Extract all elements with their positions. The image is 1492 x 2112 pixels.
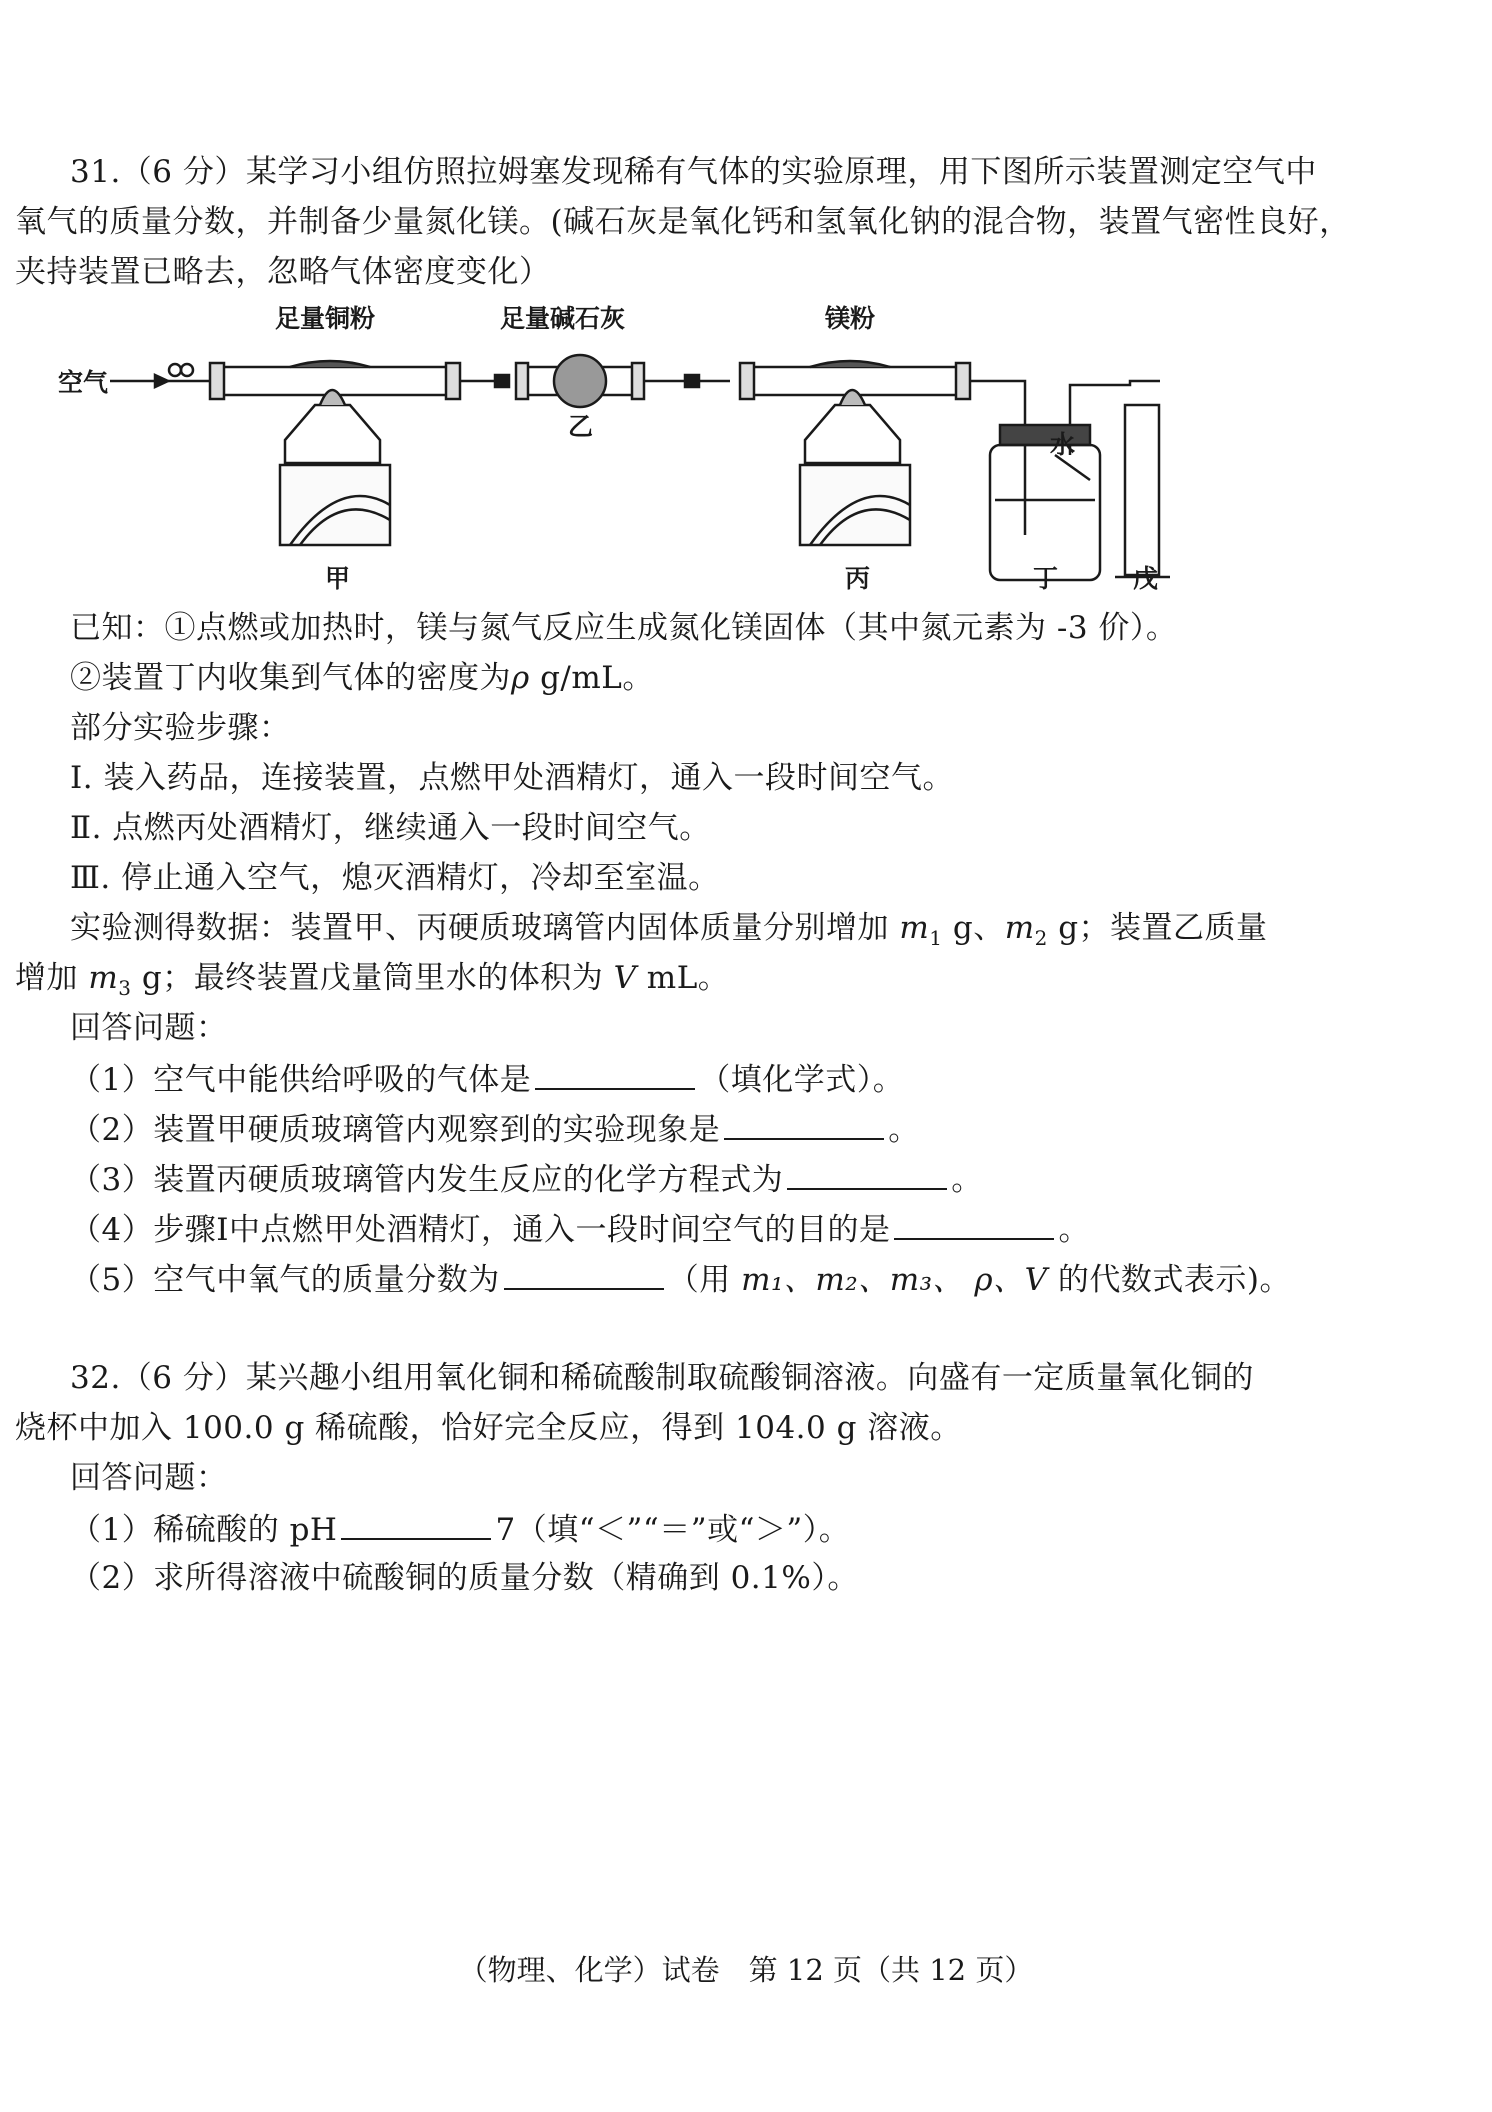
q31-question-3 <box>70 1158 983 1200</box>
q31-known-1: 已知：①点燃或加热时，镁与氮气反应生成氮化镁固体（其中氮元素为 -3 价）。 <box>70 610 1178 646</box>
q31-3-end: 。 <box>951 1162 983 1198</box>
q31-3-text: （3）装置丙硬质玻璃管内发生反应的化学方程式为 <box>70 1162 784 1198</box>
q31-question-4 <box>70 1208 1090 1250</box>
apparatus-diagram <box>50 305 1170 595</box>
data2-text-c: mL。 <box>636 960 730 996</box>
unit-label-ding: 丁 <box>1033 564 1059 593</box>
q31-known-2 <box>70 658 654 698</box>
q32-1-answer-blank[interactable] <box>341 1508 491 1540</box>
data-text-a: 实验测得数据：装置甲、丙硬质玻璃管内固体质量分别增加 <box>70 910 889 946</box>
q31-2-text: （2）装置甲硬质玻璃管内观察到的实验现象是 <box>70 1112 721 1148</box>
q32-intro-line-2: 烧杯中加入 100.0 g 稀硫酸，恰好完全反应，得到 104.0 g 溶液。 <box>15 1410 962 1446</box>
q31-4-end: 。 <box>1058 1212 1090 1248</box>
q32-1-text: （1）稀硫酸的 pH <box>70 1512 338 1548</box>
q31-5-hint-b: 的代数式表示)。 <box>1047 1262 1291 1298</box>
m1-sub: 1 <box>929 926 943 951</box>
q31-step-2: Ⅱ. 点燃丙处酒精灯，继续通入一段时间空气。 <box>70 810 711 846</box>
q31-5-answer-blank[interactable] <box>504 1258 664 1290</box>
water-label: 水 <box>1050 430 1076 459</box>
page-footer: （物理、化学）试卷 第 12 页（共 12 页） <box>458 1953 1034 1987</box>
q31-question-1 <box>70 1058 904 1100</box>
v-symbol: V <box>613 960 637 996</box>
m2-symbol: m <box>1004 910 1035 946</box>
q32-1-hint: 7（填“＜”“＝”或“＞”）。 <box>495 1512 851 1548</box>
known-2-text: ②装置丁内收集到气体的密度为 <box>70 660 511 696</box>
q31-data-line-2 <box>15 958 729 1008</box>
q32-answer-title: 回答问题： <box>70 1460 228 1496</box>
q31-steps-title: 部分实验步骤： <box>70 710 291 746</box>
q31-5-vars: m₁、m₂、m₃、 ρ、V <box>741 1262 1048 1298</box>
magnesium-powder-label: 镁粉 <box>825 305 876 333</box>
unit-label-wu: 戊 <box>1133 564 1159 593</box>
known-2-unit: g/mL。 <box>529 660 654 696</box>
air-label: 空气 <box>58 368 109 397</box>
rho-symbol: ρ <box>511 660 530 696</box>
q31-question-5 <box>70 1258 1291 1300</box>
q32-question-2: （2）求所得溶液中硫酸铜的质量分数（精确到 0.1%）。 <box>70 1560 859 1596</box>
data-text-c: g；装置乙质量 <box>1047 910 1268 946</box>
q31-4-text: （4）步骤Ⅰ中点燃甲处酒精灯，通入一段时间空气的目的是 <box>70 1212 891 1248</box>
q32-question-1 <box>70 1508 850 1550</box>
q31-1-answer-blank[interactable] <box>535 1058 695 1090</box>
copper-powder-label: 足量铜粉 <box>275 305 376 333</box>
q31-1-text: （1）空气中能供给呼吸的气体是 <box>70 1062 532 1098</box>
data-text-b: g、 <box>942 910 1005 946</box>
q31-4-answer-blank[interactable] <box>894 1208 1054 1240</box>
data2-text-b: g；最终装置戊量筒里水的体积为 <box>131 960 614 996</box>
m3-sub: 3 <box>118 976 132 1001</box>
q31-intro-line-3: 夹持装置已略去，忽略气体密度变化） <box>15 254 551 290</box>
q31-1-hint: （填化学式）。 <box>699 1062 905 1098</box>
unit-label-bing: 丙 <box>845 564 871 593</box>
q31-data-line-1 <box>70 908 1268 958</box>
data2-text-a: 增加 <box>15 960 89 996</box>
m1-symbol: m <box>899 910 930 946</box>
q31-5-hint-a: （用 <box>667 1262 742 1298</box>
q31-5-text: （5）空气中氧气的质量分数为 <box>70 1262 500 1298</box>
q31-step-3: Ⅲ. 停止通入空气，熄灭酒精灯，冷却至室温。 <box>70 860 720 896</box>
q31-intro-line-1: 31.（6 分）某学习小组仿照拉姆塞发现稀有气体的实验原理，用下图所示装置测定空气中 <box>70 154 1317 190</box>
soda-lime-label: 足量碱石灰 <box>500 305 626 333</box>
q31-answer-title: 回答问题： <box>70 1010 228 1046</box>
m2-sub: 2 <box>1034 926 1048 951</box>
m3-symbol: m <box>88 960 119 996</box>
q31-2-end: 。 <box>888 1112 920 1148</box>
q31-step-1: Ⅰ. 装入药品，连接装置，点燃甲处酒精灯，通入一段时间空气。 <box>70 760 954 796</box>
q31-2-answer-blank[interactable] <box>724 1108 884 1140</box>
q32-intro-line-1: 32.（6 分）某兴趣小组用氧化铜和稀硫酸制取硫酸铜溶液。向盛有一定质量氧化铜的 <box>70 1360 1254 1396</box>
unit-label-yi: 乙 <box>568 412 594 441</box>
q31-question-2 <box>70 1108 920 1150</box>
unit-label-jia: 甲 <box>325 564 351 593</box>
q31-intro-line-2: 氧气的质量分数，并制备少量氮化镁。(碱石灰是氧化钙和氢氧化钠的混合物，装置气密性良好， <box>15 204 1351 240</box>
q31-3-answer-blank[interactable] <box>787 1158 947 1190</box>
